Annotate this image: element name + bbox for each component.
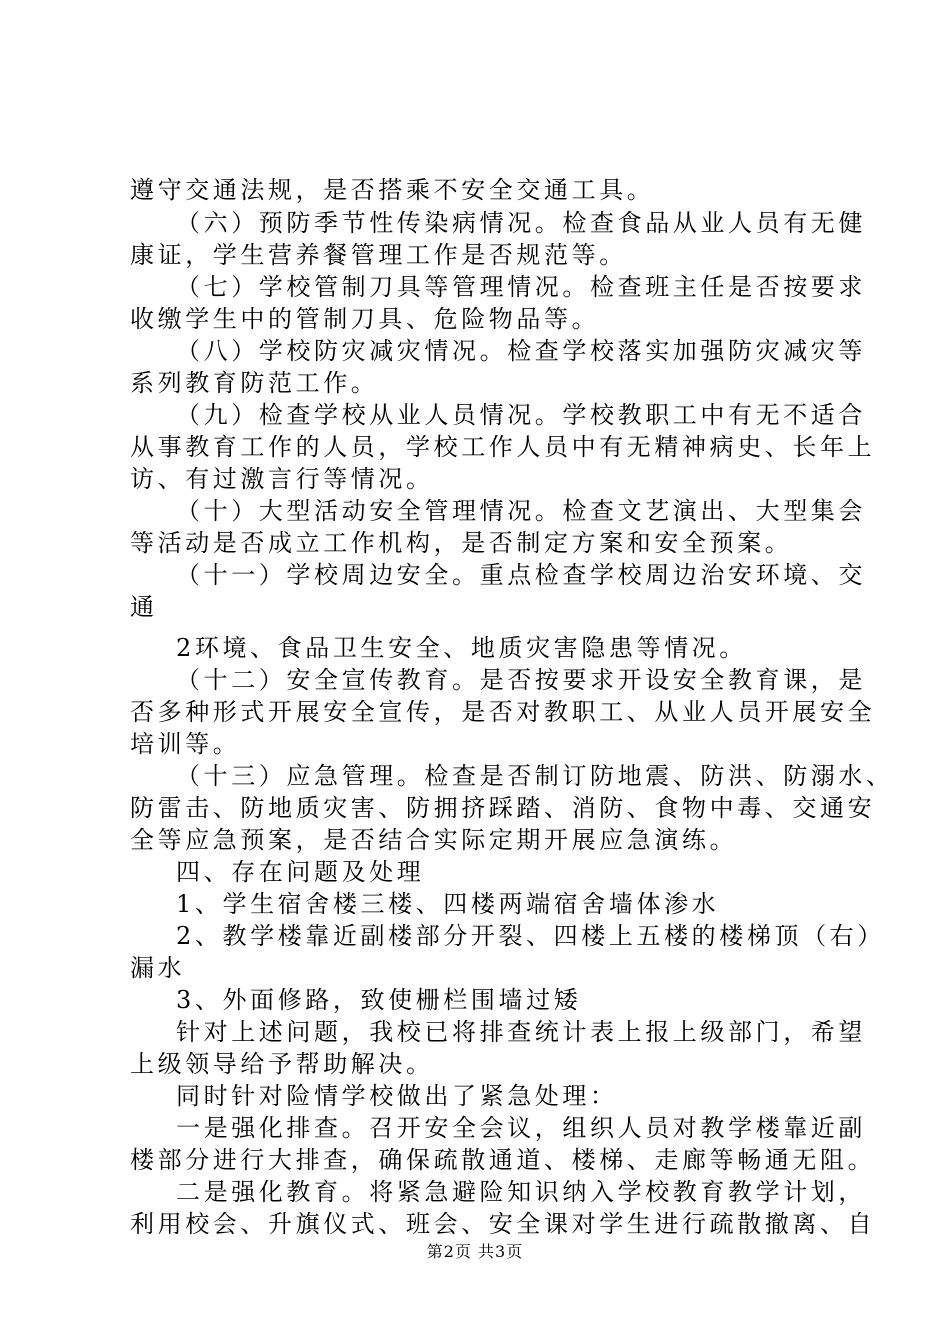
body-line: 利用校会、升旗仪式、班会、安全课对学生进行疏散撤离、自 [130,1210,876,1238]
body-line: （十）大型活动安全管理情况。检查文艺演出、大型集会 [176,497,866,525]
body-line: （十二）安全宣传教育。是否按要求开设安全教育课，是 [176,666,866,694]
body-line: 全等应急预案，是否结合实际定期开展应急演练。 [130,826,738,854]
body-line: 系列教育防范工作。 [130,369,379,397]
body-line: 3、外面修路，致使栅栏围墙过矮 [176,986,582,1014]
body-line: 2、教学楼靠近副楼部分开裂、四楼上五楼的楼梯顶（右） [176,922,885,950]
body-line: 培训等。 [130,730,241,758]
body-line: （十三）应急管理。检查是否制订防地震、防洪、防溺水、 [176,762,894,790]
body-line: 通 [130,593,158,621]
body-line: 同时针对险情学校做出了紧急处理： [176,1082,618,1110]
body-line: （七）学校管制刀具等管理情况。检查班主任是否按要求 [176,273,866,301]
page-footer: 第2页 共3页 [426,1242,524,1261]
body-line: 上级领导给予帮助解决。 [130,1050,434,1078]
body-line: 康证，学生营养餐管理工作是否规范等。 [130,241,627,269]
section-heading: 四、存在问题及处理 [176,858,425,886]
body-line: 遵守交通法规，是否搭乘不安全交通工具。 [130,176,655,204]
body-line: 二是强化教育。将紧急避险知识纳入学校教育教学计划， [176,1178,866,1206]
body-line: 收缴学生中的管制刀具、危险物品等。 [130,305,600,333]
body-line: 防雷击、防地质灾害、防拥挤踩踏、消防、食物中毒、交通安 [130,794,876,822]
body-line: （八）学校防灾减灾情况。检查学校落实加强防灾减灾等 [176,337,866,365]
body-line: （十一）学校周边安全。重点检查学校周边治安环境、交 [176,561,866,589]
body-line: 楼部分进行大排查，确保疏散通道、楼梯、走廊等畅通无阻。 [130,1146,876,1174]
body-line: 等活动是否成立工作机构，是否制定方案和安全预案。 [130,529,793,557]
body-line: 一是强化排查。召开安全会议，组织人员对教学楼靠近副 [176,1114,866,1142]
body-line: 访、有过激言行等情况。 [130,465,434,493]
body-line: 从事教育工作的人员，学校工作人员中有无精神病史、长年上 [130,433,876,461]
body-line: 漏水 [130,954,186,982]
body-line: （九）检查学校从业人员情况。学校教职工中有无不适合 [176,401,866,429]
body-line: 针对上述问题，我校已将排查统计表上报上级部门，希望 [176,1018,866,1046]
body-line: 1、学生宿舍楼三楼、四楼两端宿舍墙体渗水 [176,890,720,918]
body-line: 2环境、食品卫生安全、地质灾害隐患等情况。 [176,634,747,662]
body-line: （六）预防季节性传染病情况。检查食品从业人员有无健 [176,209,866,237]
body-line: 否多种形式开展安全宣传，是否对教职工、从业人员开展安全 [130,698,876,726]
